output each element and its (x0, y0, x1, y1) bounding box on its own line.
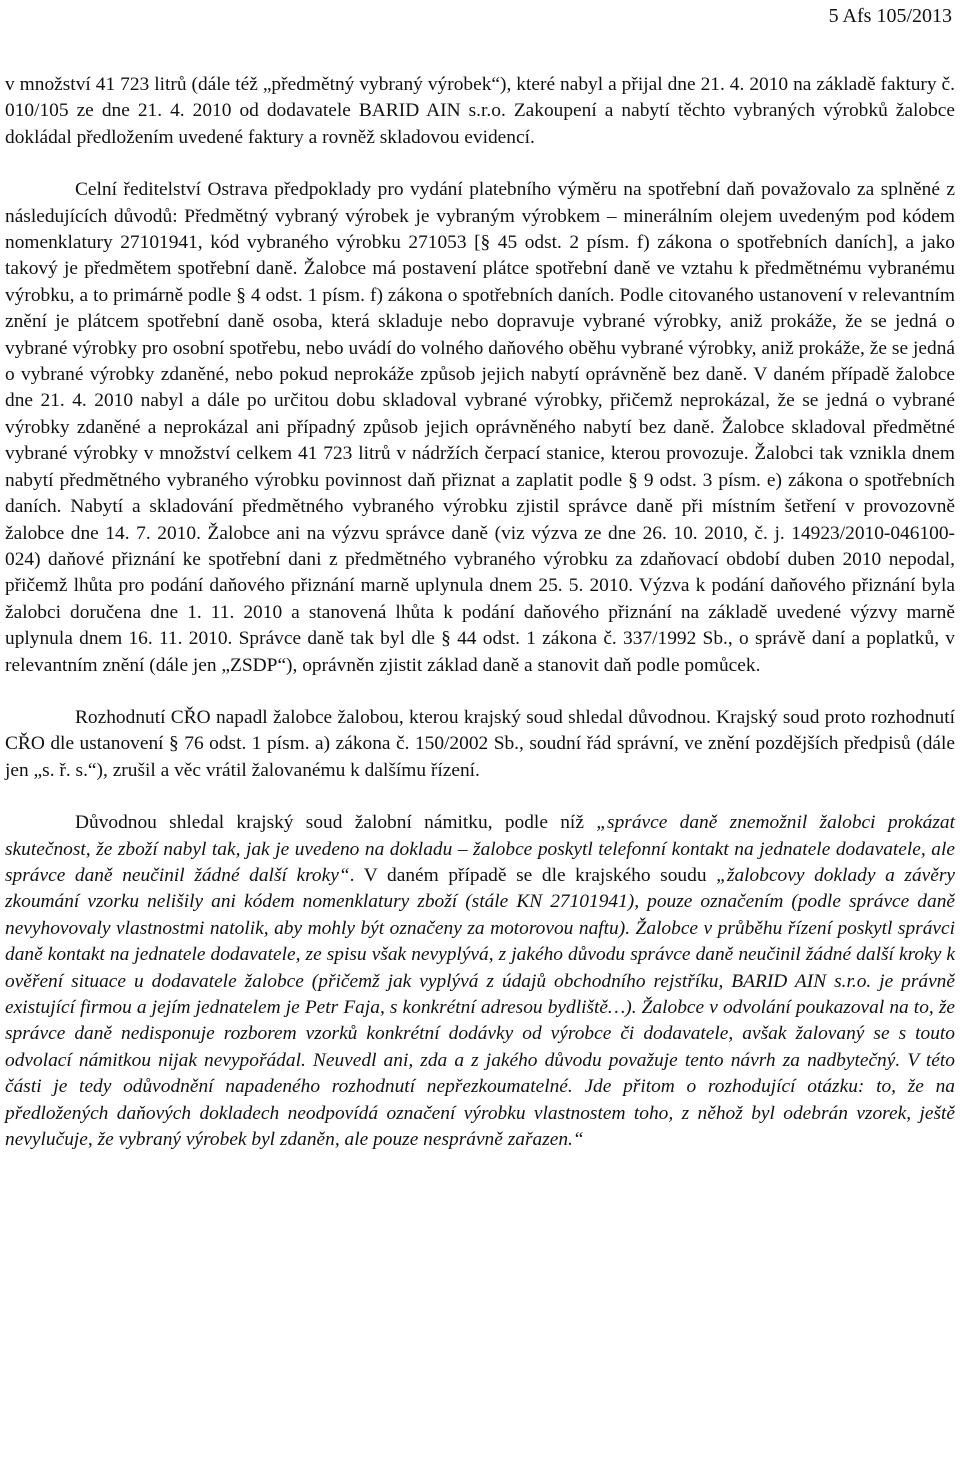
case-number-header: 5 Afs 105/2013 (828, 5, 952, 27)
reasoning-intro-text: Důvodnou shledal krajský soud žalobní námitku, podle níž (75, 812, 597, 834)
paragraph-court-decision: Rozhodnutí CŘO napadl žalobce žalobou, kterou krajský soud shledal důvodnou. Krajský soud proto rozhodnutí CŘO dle ustanovení § 76 odst. 1 písm. a) zákona č. 150/2002 Sb., soudní řád správní, ve znění pozdějších předpisů (dále jen „s. ř. s.“), zrušil a věc vrátil žalovanému k dalšímu řízení. (5, 706, 955, 781)
reasoning-connector-text: . V daném případě se dle krajského soudu (349, 864, 717, 886)
paragraph-continuation: v množství 41 723 litrů (dále též „předmětný vybraný výrobek“), které nabyl a přijal dne 21. 4. 2010 na základě faktury č. 010/105 ze dne 21. 4. 2010 od dodavatele BARID AIN s.r.o. Zakoupení a nabytí těchto vybraných výrobků žalobce dokládal předložením uvedené faktury a rovněž skladovou evidencí. (5, 74, 955, 148)
paragraph-court-reasoning (5, 810, 955, 1153)
document-body (5, 72, 955, 1153)
paragraph-customs-reasoning: Celní ředitelství Ostrava předpoklady pro vydání platebního výměru na spotřební daň považovalo za splněné z následujících důvodů: Předmětný vybraný výrobek je vybraným výrobkem – minerálním olejem uvedeným pod kódem nomenklatury 27101941, kód vybraného výrobku 271053 [§ 45 odst. 2 písm. f) zákona o spotřebních daních], a jako takový je předmětem spotřební daně. Žalobce má postavení plátce spotřební daně ve vztahu k předmětnému vybranému výrobku, a to primárně podle § 4 odst. 1 písm. f) zákona o spotřebních daních. Podle citovaného ustanovení v relevantním znění je plátcem spotřební daně osoba, která skladuje nebo dopravuje vybrané výrobky, aniž prokáže, že se jedná o vybrané výrobky pro osobní spotřebu, nebo uvádí do volného daňového oběhu vybrané výrobky, aniž prokáže, že se jedná o vybrané výrobky zdaněné, nebo pokud neprokáže způsob jejich nabytí oprávněně bez daně. V daném případě žalobce dne 21. 4. 2010 nabyl a dále po určitou dobu skladoval vybrané výrobky, přičemž neprokázal, že se jedná o vybrané výrobky zdaněné a neprokázal ani případný způsob jejich oprávněného nabytí bez daně. Žalobce skladoval předmětné vybrané výrobky v množství celkem 41 723 litrů v nádržích čerpací stanice, kterou provozuje. Žalobci tak vznikla dnem nabytí předmětného vybraného výrobku povinnost daň přiznat a zaplatit podle § 9 odst. 3 písm. e) zákona o spotřebních daních. Nabytí a skladování předmětného vybraného výrobku zjistil správce daně při místním šetření v provozovně žalobce dne 14. 7. 2010. Žalobce ani na výzvu správce daně (viz výzva ze dne 26. 10. 2010, č. j. 14923/2010-046100-024) daňové přiznání ke spotřební dani z předmětného vybraného výrobku za zdaňovací období duben 2010 nepodal, přičemž lhůta pro podání daňového přiznání marně uplynula dnem 25. 5. 2010. Výzva k podání daňového přiznání byla žalobci doručena dne 1. 11. 2010 a stanovená lhůta k podání daňového přiznání na základě uvedené výzvy marně uplynula dnem 16. 11. 2010. Správce daně tak byl dle § 44 odst. 1 zákona č. 337/1992 Sb., o správě daní a poplatků, v relevantním znění (dále jen „ZSDP“), oprávněn zjistit základ daně a stanovit daň podle pomůcek. (5, 179, 955, 676)
quoted-court-opinion-text: „žalobcovy doklady a závěry zkoumání vzorku nelišily ani kódem nomenklatury zboží (stále KN 27101941), pouze označením (podle správce daně nevyhovovaly vlastnostmi natolik, aby mohly být označeny za motorovou naftu). Žalobce v průběhu řízení poskytl správci daně kontakt na jednatele dodavatele, ze spisu však nevyplývá, z jakého důvodu správce daně neučinil žádné další kroky k ověření situace u dodavatele žalobce (přičemž jak vyplývá z údajů obchodního rejstříku, BARID AIN s.r.o. je právně existující firmou a jejím jednatelem je Petr Faja, s konkrétní adresou bydliště…). Žalobce v odvolání poukazoval na to, že správce daně nedisponuje rozborem vzorků konkrétní dodávky od výrobce či dodavatele, avšak žalovaný se s touto odvolací námitkou nijak nevypořádal. Neuvedl ani, zda a z jakého důvodu považuje tento návrh za nadbytečný. V této části je tedy odůvodnění napadeného rozhodnutí nepřezkoumatelné. Jde přitom o rozhodující otázku: to, že na předložených daňových dokladech neodpovídá označení výrobku vlastnostem toho, z něhož byl odebrán vzorek, ještě nevylučuje, že vybraný výrobek byl zdaněn, ale pouze nesprávně zařazen.“ (5, 864, 956, 1151)
quoted-objection-text: „správce daně znemožnil žalobci prokázat skutečnost, že zboží nabyl tak, jak je uvedeno na dokladu – žalobce poskytl telefonní kontakt na jednatele dodavatele, ale správce daně neučinil žádné další kroky“ (5, 812, 955, 886)
